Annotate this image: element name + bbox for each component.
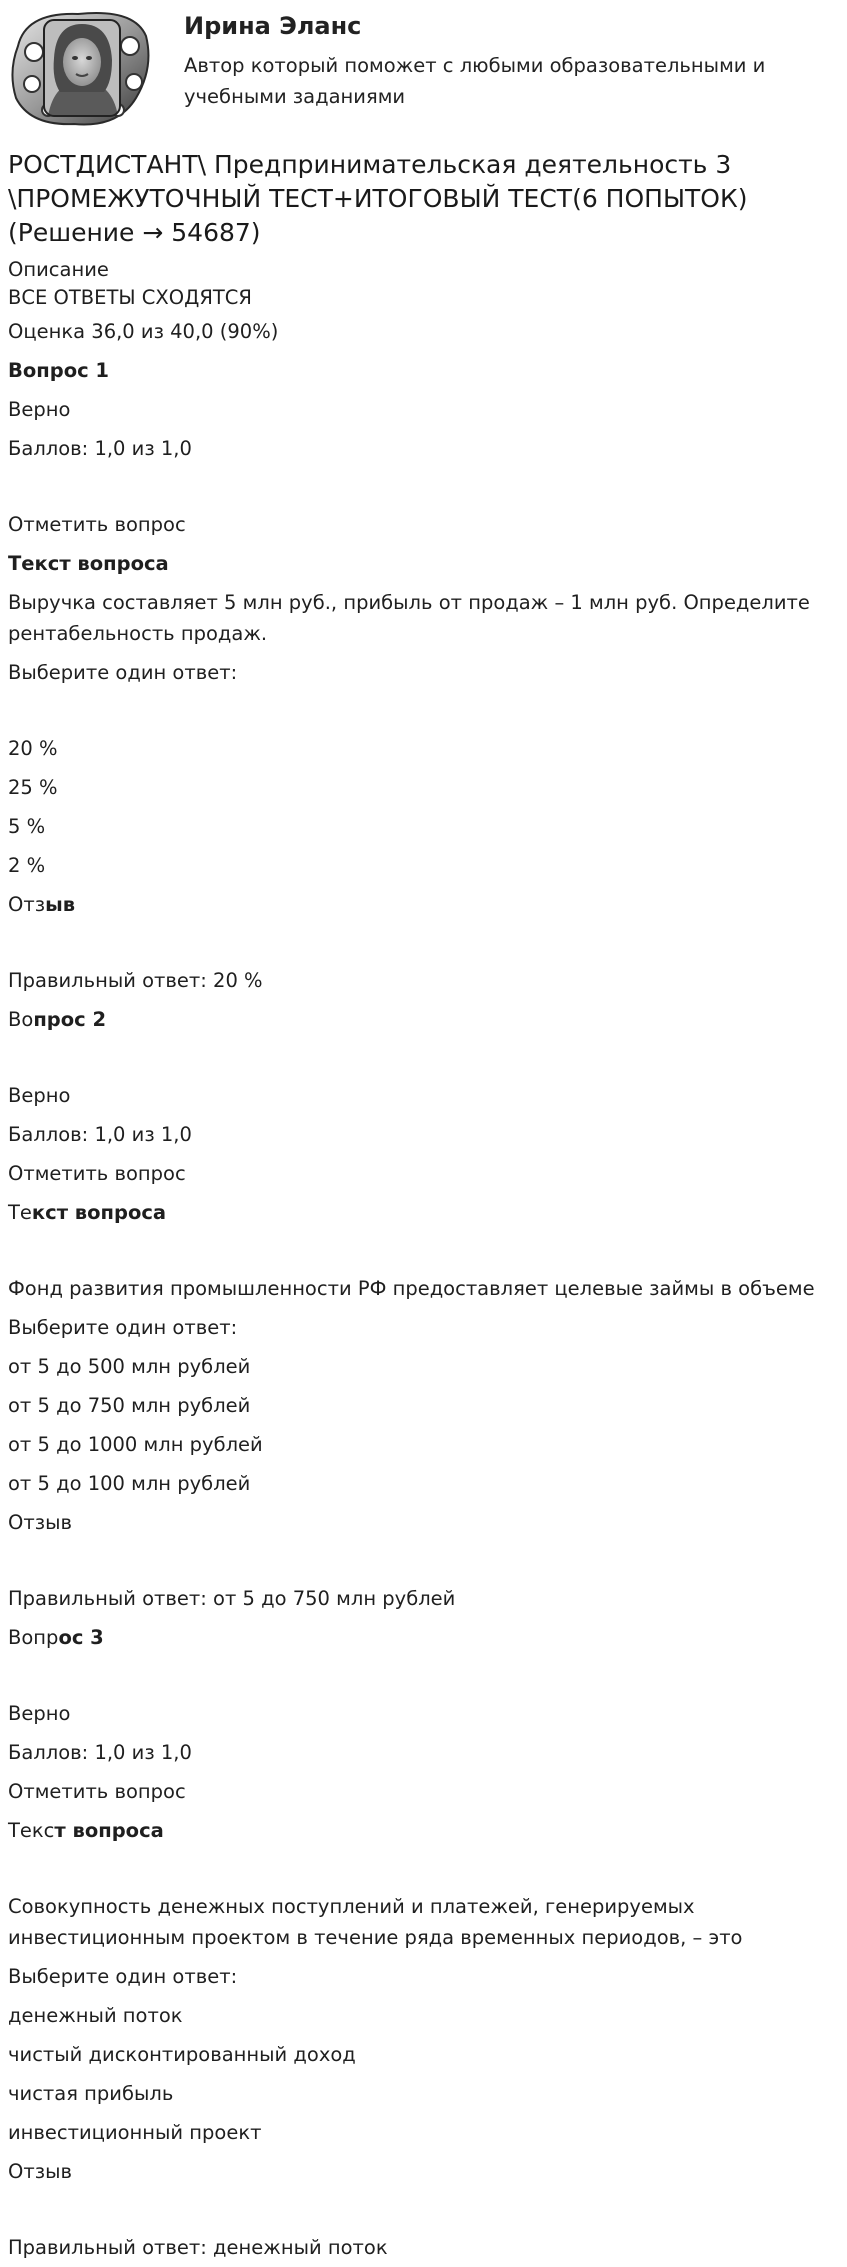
spacer <box>8 924 838 961</box>
question-score: Баллов: 1,0 из 1,0 <box>8 1123 192 1146</box>
feedback-label-plain: Отзыв <box>8 2160 72 2183</box>
spacer <box>8 1542 838 1579</box>
feedback-label-plain: Отз <box>8 893 46 916</box>
answer-option[interactable]: 2 % <box>8 854 46 877</box>
question-text: Фонд развития промышленности РФ предоставляет целевые займы в объеме <box>8 1277 815 1300</box>
description-label: Описание <box>8 258 109 281</box>
feedback-label <box>8 1503 838 1542</box>
author-name: Ирина Эланс <box>184 12 362 40</box>
answer-option[interactable]: 20 % <box>8 737 58 760</box>
spacer <box>8 1657 838 1694</box>
correct-answer: Правильный ответ: 20 % <box>8 969 263 992</box>
question-heading <box>8 1000 838 1039</box>
document-title: РОСТДИСТАНТ\ Предпринимательская деятельность 3 \ПРОМЕЖУТОЧНЫЙ ТЕСТ+ИТОГОВЫЙ ТЕСТ(6 ПОПЫТОК) (Решение → 54687) <box>8 150 748 247</box>
spacer <box>8 468 838 505</box>
question-status: Верно <box>8 1702 71 1725</box>
feedback-label <box>8 2152 838 2191</box>
question-score: Баллов: 1,0 из 1,0 <box>8 437 192 460</box>
answer-prompt: Выберите один ответ: <box>8 1965 238 1988</box>
answer-option[interactable]: от 5 до 500 млн рублей <box>8 1355 251 1378</box>
feedback-label-bold: ыв <box>45 893 76 916</box>
question-text-label-plain: Те <box>8 1201 32 1224</box>
author-description: Автор который поможет с любыми образовательными и учебными заданиями <box>184 54 766 108</box>
document <box>8 148 838 2267</box>
question-text-label <box>8 544 838 583</box>
spacer <box>8 1850 838 1887</box>
answer-prompt: Выберите один ответ: <box>8 661 238 684</box>
answer-option[interactable]: 5 % <box>8 815 46 838</box>
correct-answer: Правильный ответ: денежный поток <box>8 2236 388 2259</box>
question-text-label <box>8 1193 838 1232</box>
answer-option[interactable]: денежный поток <box>8 2004 183 2027</box>
question-text-label-bold: т вопроса <box>54 1819 164 1842</box>
feedback-label <box>8 885 838 924</box>
question-text-label-bold: Текст вопроса <box>8 552 169 575</box>
answer-option[interactable]: чистый дисконтированный доход <box>8 2043 356 2066</box>
description-text: ВСЕ ОТВЕТЫ СХОДЯТСЯ <box>8 286 252 309</box>
question-text-label <box>8 1811 838 1850</box>
spacer <box>8 1232 838 1269</box>
question-block <box>8 1618 838 2267</box>
question-text-label-bold: кст вопроса <box>31 1201 167 1224</box>
spacer <box>8 2191 838 2228</box>
answer-option[interactable]: от 5 до 100 млн рублей <box>8 1472 251 1495</box>
question-heading-bold: прос 2 <box>33 1008 107 1031</box>
author-photo-icon <box>8 6 154 130</box>
answer-prompt: Выберите один ответ: <box>8 1316 238 1339</box>
grade-line: Оценка 36,0 из 40,0 (90%) <box>8 320 279 343</box>
question-heading-bold: Вопрос 1 <box>8 359 110 382</box>
answer-option[interactable]: от 5 до 1000 млн рублей <box>8 1433 263 1456</box>
question-text-label-plain: Текс <box>8 1819 55 1842</box>
answer-option[interactable]: от 5 до 750 млн рублей <box>8 1394 251 1417</box>
question-text: Выручка составляет 5 млн руб., прибыль от продаж – 1 млн руб. Определите рентабельность продаж. <box>8 591 810 645</box>
answer-option[interactable]: чистая прибыль <box>8 2082 174 2105</box>
question-score: Баллов: 1,0 из 1,0 <box>8 1741 192 1764</box>
question-block <box>8 1000 838 1618</box>
flag-question-link[interactable]: Отметить вопрос <box>8 1162 186 1185</box>
flag-question-link[interactable]: Отметить вопрос <box>8 1780 186 1803</box>
question-block <box>8 351 838 1000</box>
question-status: Верно <box>8 1084 71 1107</box>
answer-option[interactable]: 25 % <box>8 776 58 799</box>
answer-option[interactable]: инвестиционный проект <box>8 2121 262 2144</box>
question-heading <box>8 1618 838 1657</box>
flag-question-link[interactable]: Отметить вопрос <box>8 513 186 536</box>
correct-answer: Правильный ответ: от 5 до 750 млн рублей <box>8 1587 456 1610</box>
author-header <box>0 0 847 140</box>
question-heading-plain: Во <box>8 1008 34 1031</box>
question-heading-plain: Вопр <box>8 1626 59 1649</box>
question-text: Совокупность денежных поступлений и платежей, генерируемых инвестиционным проектом в течение ряда временных периодов, – это <box>8 1895 743 1949</box>
feedback-label-plain: Отзыв <box>8 1511 72 1534</box>
question-heading <box>8 351 838 390</box>
question-heading-bold: ос 3 <box>58 1626 104 1649</box>
spacer <box>8 1039 838 1076</box>
question-status: Верно <box>8 398 71 421</box>
spacer <box>8 692 838 729</box>
